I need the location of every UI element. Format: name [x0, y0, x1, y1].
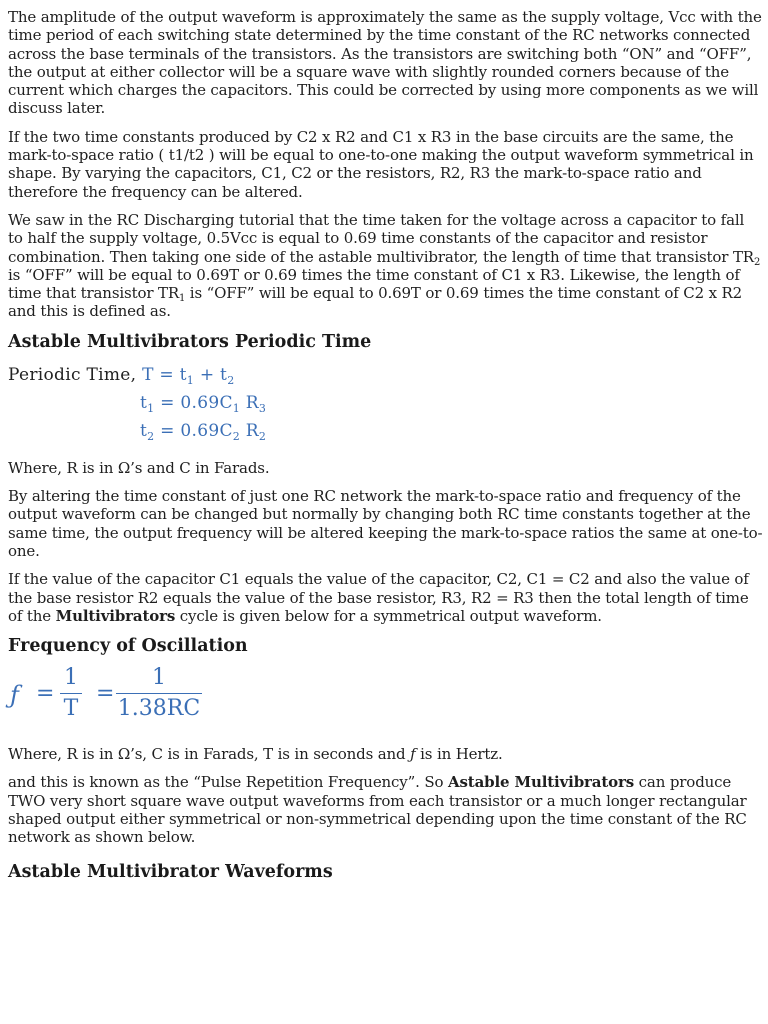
fraction-bar [60, 693, 82, 694]
paragraph-rc-discharging [8, 211, 763, 321]
subscript: 2 [232, 429, 241, 443]
subscript: 2 [258, 429, 267, 443]
formula-text: R [240, 420, 259, 441]
bold-term: Multivibrators [55, 606, 176, 625]
formula-text: t [140, 420, 148, 441]
formula-equals: = [36, 681, 55, 707]
denominator: 1.38RC [117, 696, 201, 722]
formula-line-period [8, 365, 235, 385]
text: cycle is given below for a symmetrical output waveform. [175, 606, 602, 625]
article-content [8, 8, 763, 883]
numerator: 1 [152, 665, 166, 691]
formula-fraction-1-over-t [60, 665, 82, 722]
text: can produce TWO very short square wave output waveforms from each transistor or a much longer rectangular shaped output either symmetrical or non-symmetrical depending upon the time constant of the RC network as shown below. [8, 773, 747, 847]
formula-text: = 0.69C [154, 392, 233, 413]
paragraph-pulse-repetition [8, 773, 763, 846]
subscript: 2 [753, 256, 761, 268]
text: If the value of the capacitor C1 equals the value of the capacitor, C2, C1 = C2 and also the value of the base resistor R2 equals the value of the base resistor, R3, R2 = R3 then the total length of time of the [8, 570, 749, 625]
formula-text: t [140, 392, 148, 413]
subscript: 1 [147, 401, 155, 415]
denominator: T [63, 696, 79, 722]
text: Where, R is in Ω’s, C is in Farads, T is in seconds and [8, 745, 411, 764]
subscript: 1 [178, 293, 186, 305]
frequency-formula [8, 665, 763, 737]
formula-f-symbol: ƒ [10, 681, 19, 710]
formula-text: = 0.69C [154, 420, 233, 441]
paragraph-where-units-freq [8, 745, 763, 763]
formula-text: T = t [142, 364, 187, 385]
periodic-time-formula [8, 361, 763, 445]
text: is in Hertz. [415, 745, 503, 764]
italic-f: ƒ [410, 745, 416, 764]
subscript: 1 [232, 401, 241, 415]
paragraph-time-constants: If the two time constants produced by C2 x R2 and C1 x R3 in the base circuits are the same, the mark-to-space ratio ( t1/t2 ) will be equal to one-to-one making the output waveform symmetrical in shape. By varying the capacitors, C1, C2 or the resistors, R2, R3 the mark-to-space ratio and therefore the frequency can be altered. [8, 127, 754, 201]
text: is “OFF” will be equal to 0.69T or 0.69 times the time constant of C2 x R2 and this is defined as. [8, 284, 743, 321]
text: and this is known as the “Pulse Repetition Frequency”. So [8, 773, 449, 792]
paragraph-where-units: Where, R is in Ω’s and C in Farads. [8, 458, 270, 477]
paragraph-amplitude: The amplitude of the output waveform is approximately the same as the supply voltage, Vcc with the time period of each switching state determined by the time constant of the RC networks connected across the base terminals of the transistors. As the transistors are switching both “ON” and “OFF”, the output at either collector will be a square wave with slightly rounded corners because of the current which charges the capacitors. This could be corrected by using more components as we will discuss later. [8, 8, 762, 118]
subscript: 3 [258, 401, 267, 415]
numerator: 1 [64, 665, 78, 691]
subscript: 2 [147, 429, 155, 443]
formula-fraction-1-over-138rc [116, 665, 202, 722]
text: is “OFF” will be equal to 0.69T or 0.69 times the time constant of C1 x R3. Likewise, the length of time that transistor TR [8, 265, 740, 303]
paragraph-altering-time-constant: By altering the time constant of just one RC network the mark-to-space ratio and frequency of the output waveform can be changed but normally by changing both RC time constants together at the same time, the output frequency will be altered keeping the mark-to-space ratios the same at one-to-one. [8, 487, 763, 560]
heading-waveforms: Astable Multivibrator Waveforms [8, 861, 333, 882]
formula-text: R [240, 392, 259, 413]
text: We saw in the RC Discharging tutorial that the time taken for the voltage across a capacitor to fall to half the supply voltage, 0.5Vcc is equal to 0.69 time constants of the capacitor and resistor combination. Then taking one side of the astable multivibrator, the length of time that transistor TR [8, 210, 754, 266]
subscript: 2 [227, 373, 235, 387]
heading-periodic-time: Astable Multivibrators Periodic Time [8, 331, 372, 352]
paragraph-equal-components [8, 570, 763, 625]
subscript: 1 [186, 373, 195, 387]
formula-equals: = [96, 681, 115, 707]
bold-term: Astable Multivibrators [448, 773, 635, 792]
formula-line-t2 [140, 421, 266, 441]
fraction-bar [116, 693, 202, 694]
heading-frequency-of-oscillation: Frequency of Oscillation [8, 636, 248, 657]
formula-text: + t [194, 364, 228, 385]
formula-line-t1 [140, 393, 266, 413]
formula-label: Periodic Time, [8, 364, 137, 385]
